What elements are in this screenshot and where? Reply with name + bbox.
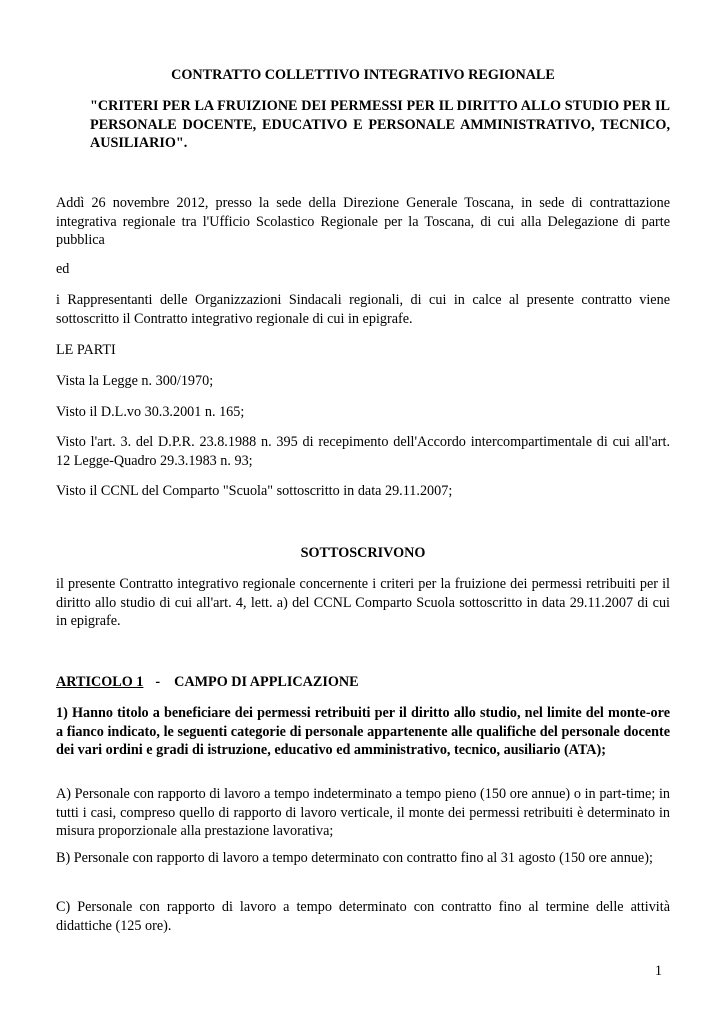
- premise-item: Visto il D.L.vo 30.3.2001 n. 165;: [56, 404, 245, 420]
- representatives-paragraph: i Rappresentanti delle Organizzazioni Sindacali regionali, di cui in calce al presente contratto viene sottoscritto il Contratto integrativo regionale di cui in epigrafe.: [56, 292, 670, 327]
- document-title: CONTRATTO COLLETTIVO INTEGRATIVO REGIONALE: [171, 67, 555, 83]
- premise-item: Visto il CCNL del Comparto "Scuola" sottoscritto in data 29.11.2007;: [56, 483, 453, 499]
- document-subtitle: "CRITERI PER LA FRUIZIONE DEI PERMESSI PER IL DIRITTO ALLO STUDIO PER IL PERSONALE DOCENTE, EDUCATIVO E PERSONALE AMMINISTRATIVO, TECNICO, AUSILIARIO".: [90, 98, 670, 151]
- article-1-item-c: C) Personale con rapporto di lavoro a tempo determinato con contratto fino al termine delle attività didattiche (125 ore).: [56, 899, 670, 934]
- ed-text: ed: [56, 261, 70, 277]
- article-1-number: ARTICOLO 1: [56, 674, 144, 690]
- document-page: [56, 0, 670, 1024]
- article-1-heading: [56, 673, 670, 692]
- article-1-item-b: B) Personale con rapporto di lavoro a tempo determinato con contratto fino al 31 agosto (150 ore annue);: [56, 850, 653, 866]
- page-number: 1: [654, 963, 662, 979]
- le-parti-heading: LE PARTI: [56, 342, 116, 358]
- intro-paragraph: Addì 26 novembre 2012, presso la sede della Direzione Generale Toscana, in sede di contrattazione integrativa regionale tra l'Ufficio Scolastico Regionale per la Toscana, di cui alla Delegazione di parte pubblica: [56, 195, 670, 248]
- article-1-paragraph-1: 1) Hanno titolo a beneficiare dei permessi retribuiti per il diritto allo studio, nel limite del monte-ore a fianco indicato, le seguenti categorie di personale appartenente alle qualifiche del personale docente dei vari ordini e gradi di istruzione, educativo ed amministrativo, tecnico, ausiliario (ATA);: [56, 705, 670, 758]
- article-1-title: CAMPO DI APPLICAZIONE: [174, 674, 359, 690]
- premise-item: Vista la Legge n. 300/1970;: [56, 373, 214, 389]
- article-1-dash: -: [155, 674, 161, 690]
- article-1-item-a: A) Personale con rapporto di lavoro a tempo indeterminato a tempo pieno (150 ore annue) o in part-time; in tutti i casi, compreso quello di rapporto di lavoro verticale, il monte dei permessi retribuiti è determinato in misura proporzionale alla prestazione lavorativa;: [56, 786, 670, 839]
- premise-item: Visto l'art. 3. del D.P.R. 23.8.1988 n. 395 di recepimento dell'Accordo intercompartimentale di cui all'art. 12 Legge-Quadro 29.3.1983 n. 93;: [56, 434, 670, 469]
- sottoscrivono-paragraph: il presente Contratto integrativo regionale concernente i criteri per la fruizione dei permessi retribuiti per il diritto allo studio di cui all'art. 4, lett. a) del CCNL Comparto Scuola sottoscritto in data 29.11.2007 di cui in epigrafe.: [56, 576, 670, 629]
- sottoscrivono-heading: SOTTOSCRIVONO: [300, 545, 426, 561]
